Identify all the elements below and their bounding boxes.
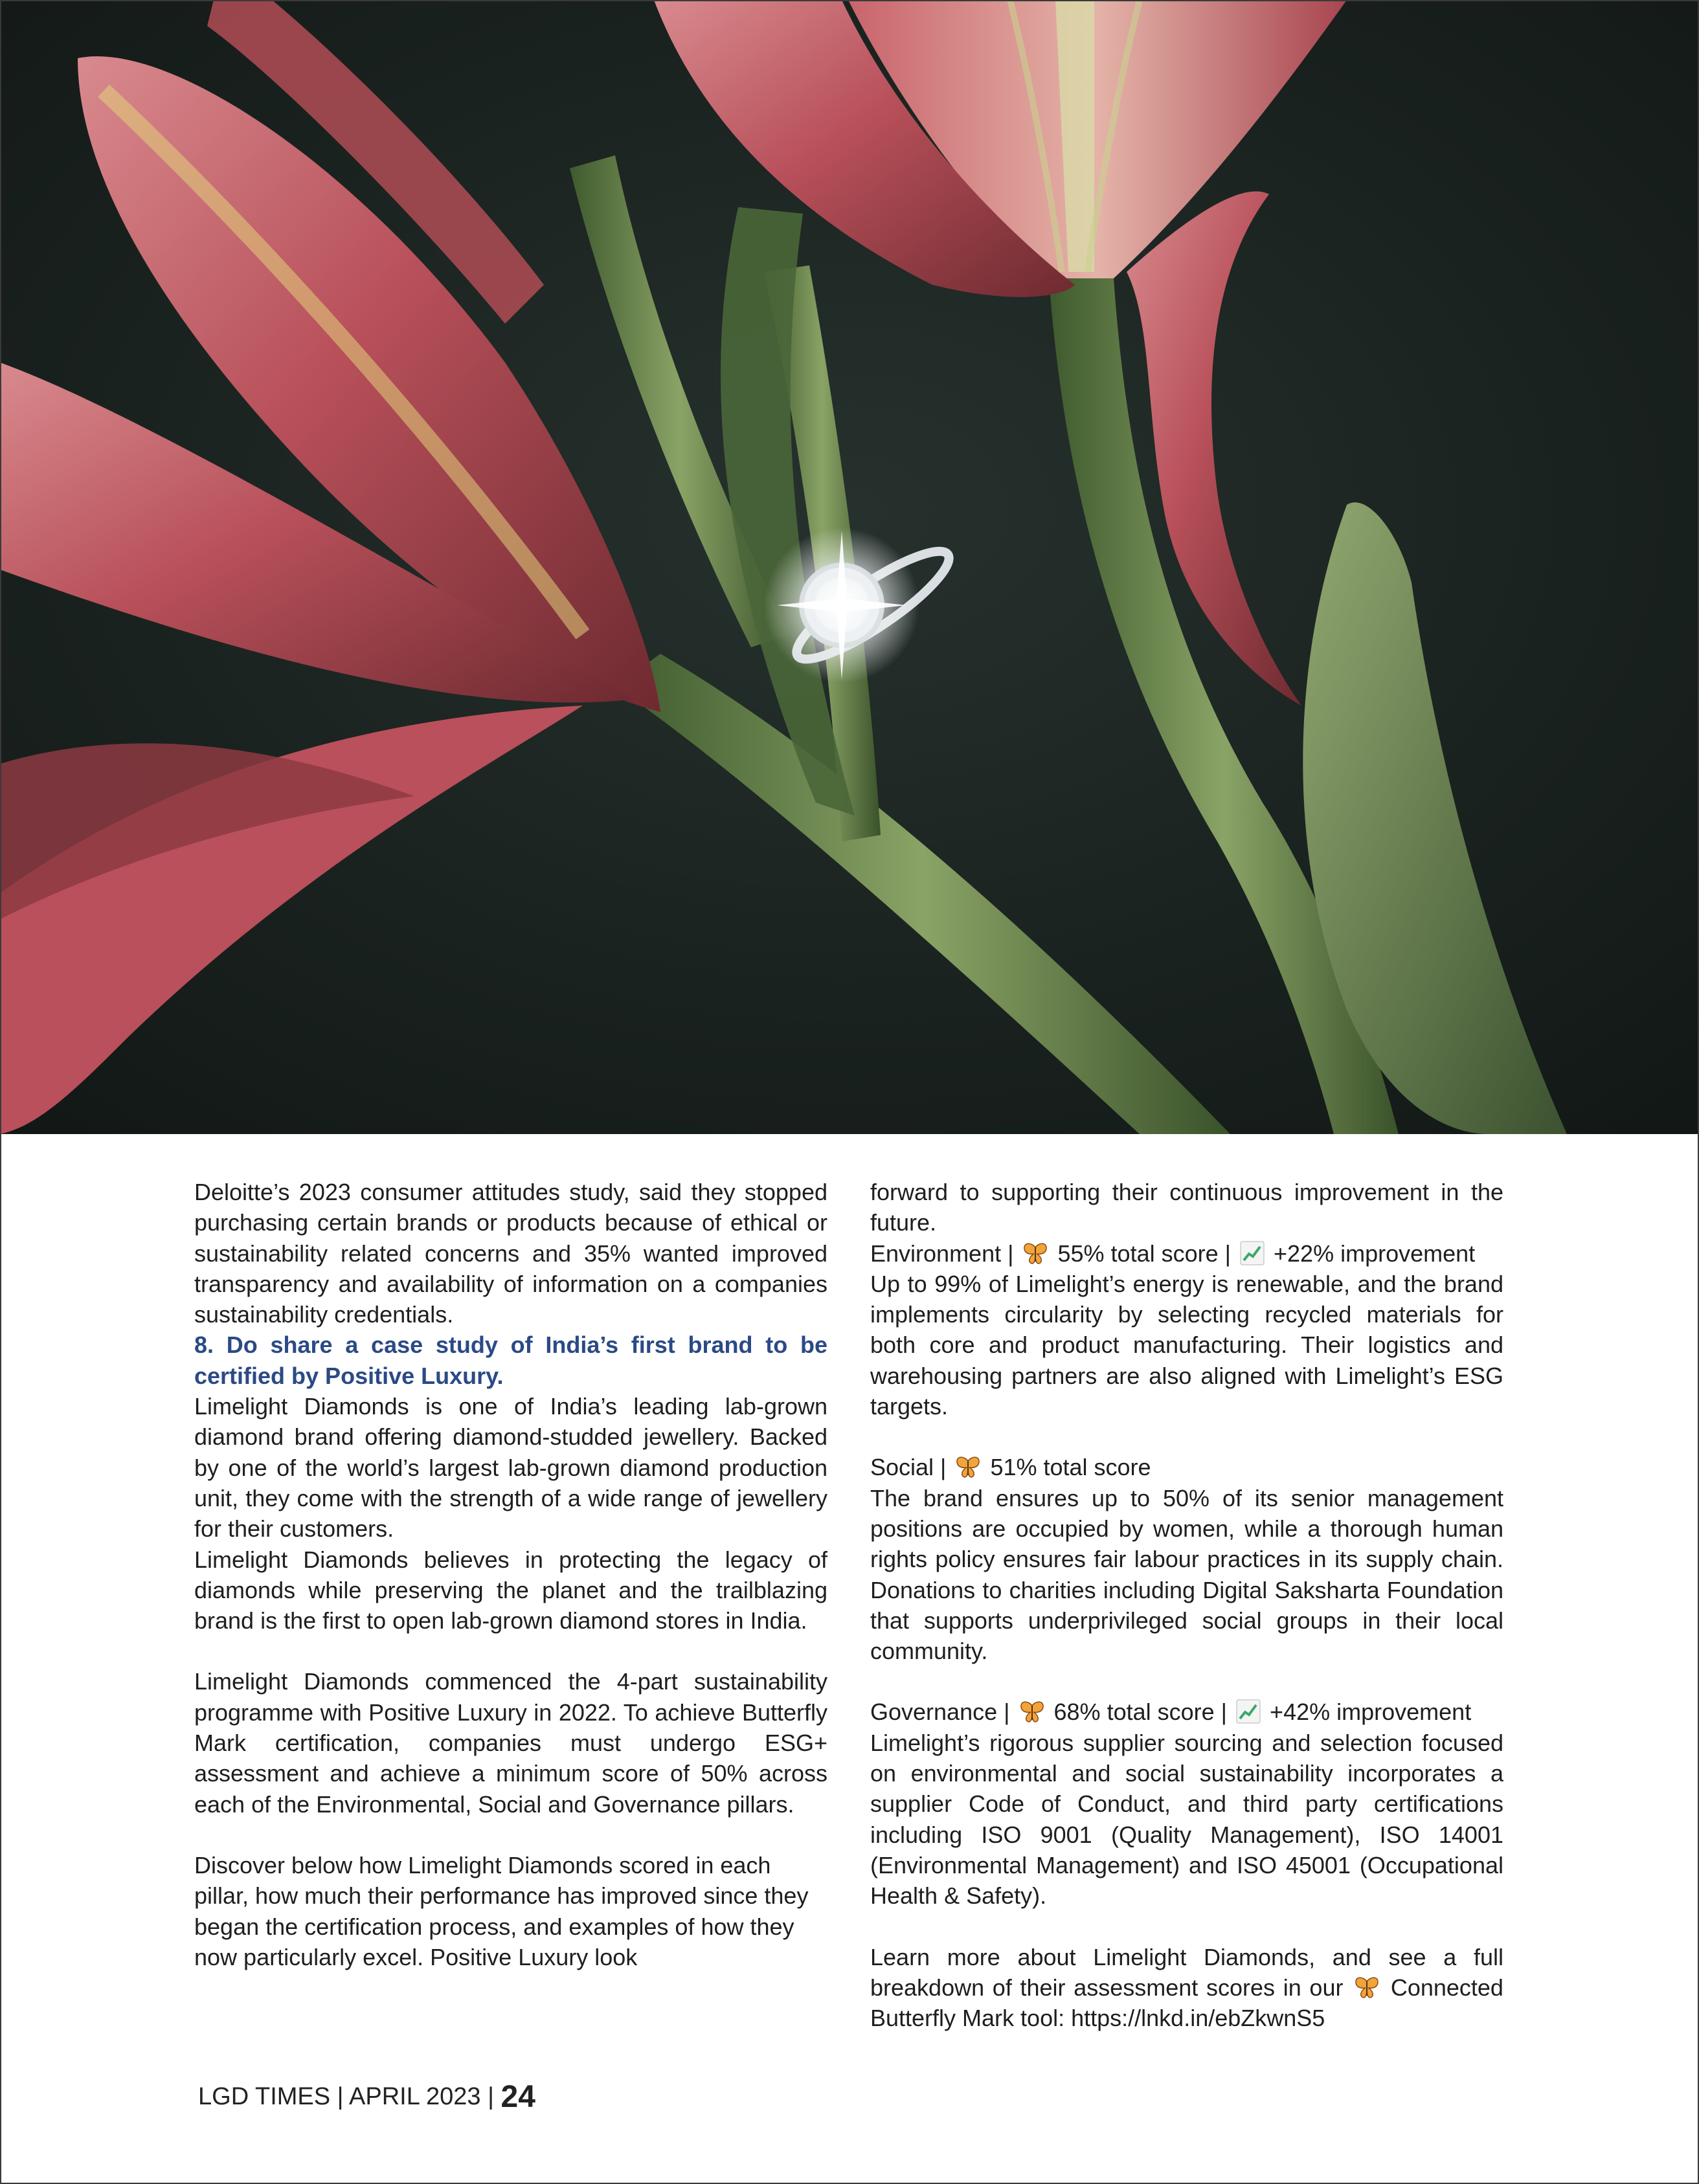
left-column xyxy=(194,1177,827,1972)
governance-improvement: +42% improvement xyxy=(1270,1699,1472,1726)
closing-paragraph xyxy=(870,1942,1503,2034)
programme-paragraph: Limelight Diamonds commenced the 4-part sustainability programme with Positive Luxury in 2022. To achieve Butterfly Mark certification, companies must undergo ESG+ assessment and achieve a minimum score of 50% across each of the Environmental, Social and Governance pillars. xyxy=(194,1668,827,1818)
butterfly-icon xyxy=(1019,1700,1045,1724)
governance-score: 68% total score | xyxy=(1053,1699,1228,1726)
legacy-paragraph: Limelight Diamonds believes in protecting the legacy of diamonds while preserving the planet and the trailblazing brand is the first to open lab-grown diamond stores in India. xyxy=(194,1546,827,1634)
chart-increasing-icon xyxy=(1240,1241,1265,1265)
governance-body: Limelight’s rigorous supplier sourcing and selection focused on environmental and social sustainability incorporates a supplier Code of Conduct, and third party certifications including ISO 9001 (Quality Management), ISO 14001 (Environmental Management) and ISO 45001 (Occupational Health & Safety). xyxy=(870,1729,1503,1910)
environment-score: 55% total score | xyxy=(1057,1240,1231,1267)
social-score: 51% total score xyxy=(990,1454,1151,1481)
environment-improvement: +22% improvement xyxy=(1274,1240,1476,1267)
page-number: 24 xyxy=(501,2080,535,2114)
closing-text: Learn more about Limelight Diamonds, and see a full breakdown of their assessment scores in our xyxy=(870,1943,1503,2001)
social-header xyxy=(870,1452,1503,1482)
butterfly-icon xyxy=(1022,1242,1048,1265)
right-column xyxy=(870,1177,1503,2033)
governance-label: Governance | xyxy=(870,1699,1010,1726)
question-heading: 8. Do share a case study of India’s first brand to be certified by Positive Luxury. xyxy=(194,1332,827,1389)
butterfly-icon xyxy=(1354,1976,1380,2000)
chart-increasing-icon xyxy=(1236,1699,1261,1724)
continuation-paragraph: forward to supporting their continuous improvement in the future. xyxy=(870,1179,1503,1236)
environment-header xyxy=(870,1238,1503,1269)
environment-label: Environment | xyxy=(870,1240,1014,1267)
social-label: Social | xyxy=(870,1454,947,1481)
footer-publication: LGD TIMES | APRIL 2023 | xyxy=(198,2083,494,2110)
environment-body: Up to 99% of Limelight’s energy is renewable, and the brand implements circularity by selecting recycled materials for both core and product manufacturing. Their logistics and warehousing partners are also aligned with Limelight’s ESG targets. xyxy=(870,1270,1503,1420)
page-footer xyxy=(198,2079,535,2115)
brand-paragraph: Limelight Diamonds is one of India’s leading lab-grown diamond brand offering diamond-studded jewellery. Backed by one of the world’s largest lab-grown diamond production unit, they come with the strength of a wide range of jewellery for their customers. xyxy=(194,1393,827,1543)
governance-header xyxy=(870,1697,1503,1727)
social-body: The brand ensures up to 50% of its senior management positions are occupied by women, while a thorough human rights policy ensures fair labour practices in its supply chain. Donations to charities including Digital Saksharta Foundation that supports underprivileged social groups in their local community. xyxy=(870,1484,1503,1665)
closing-link-text[interactable]: Connected Butterfly Mark tool: https://lnkd.in/ebZkwnS5 xyxy=(870,1974,1503,2032)
discover-paragraph: Discover below how Limelight Diamonds scored in each pillar, how much their performance has improved since they began the certification process, and examples of how they now particularly excel. Positive Luxury look xyxy=(194,1851,809,1970)
intro-paragraph: Deloitte’s 2023 consumer attitudes study, said they stopped purchasing certain brands or products because of ethical or sustainability related concerns and 35% wanted improved transparency and availability of information on a companies sustainability credentials. xyxy=(194,1179,827,1328)
butterfly-icon xyxy=(955,1456,981,1479)
